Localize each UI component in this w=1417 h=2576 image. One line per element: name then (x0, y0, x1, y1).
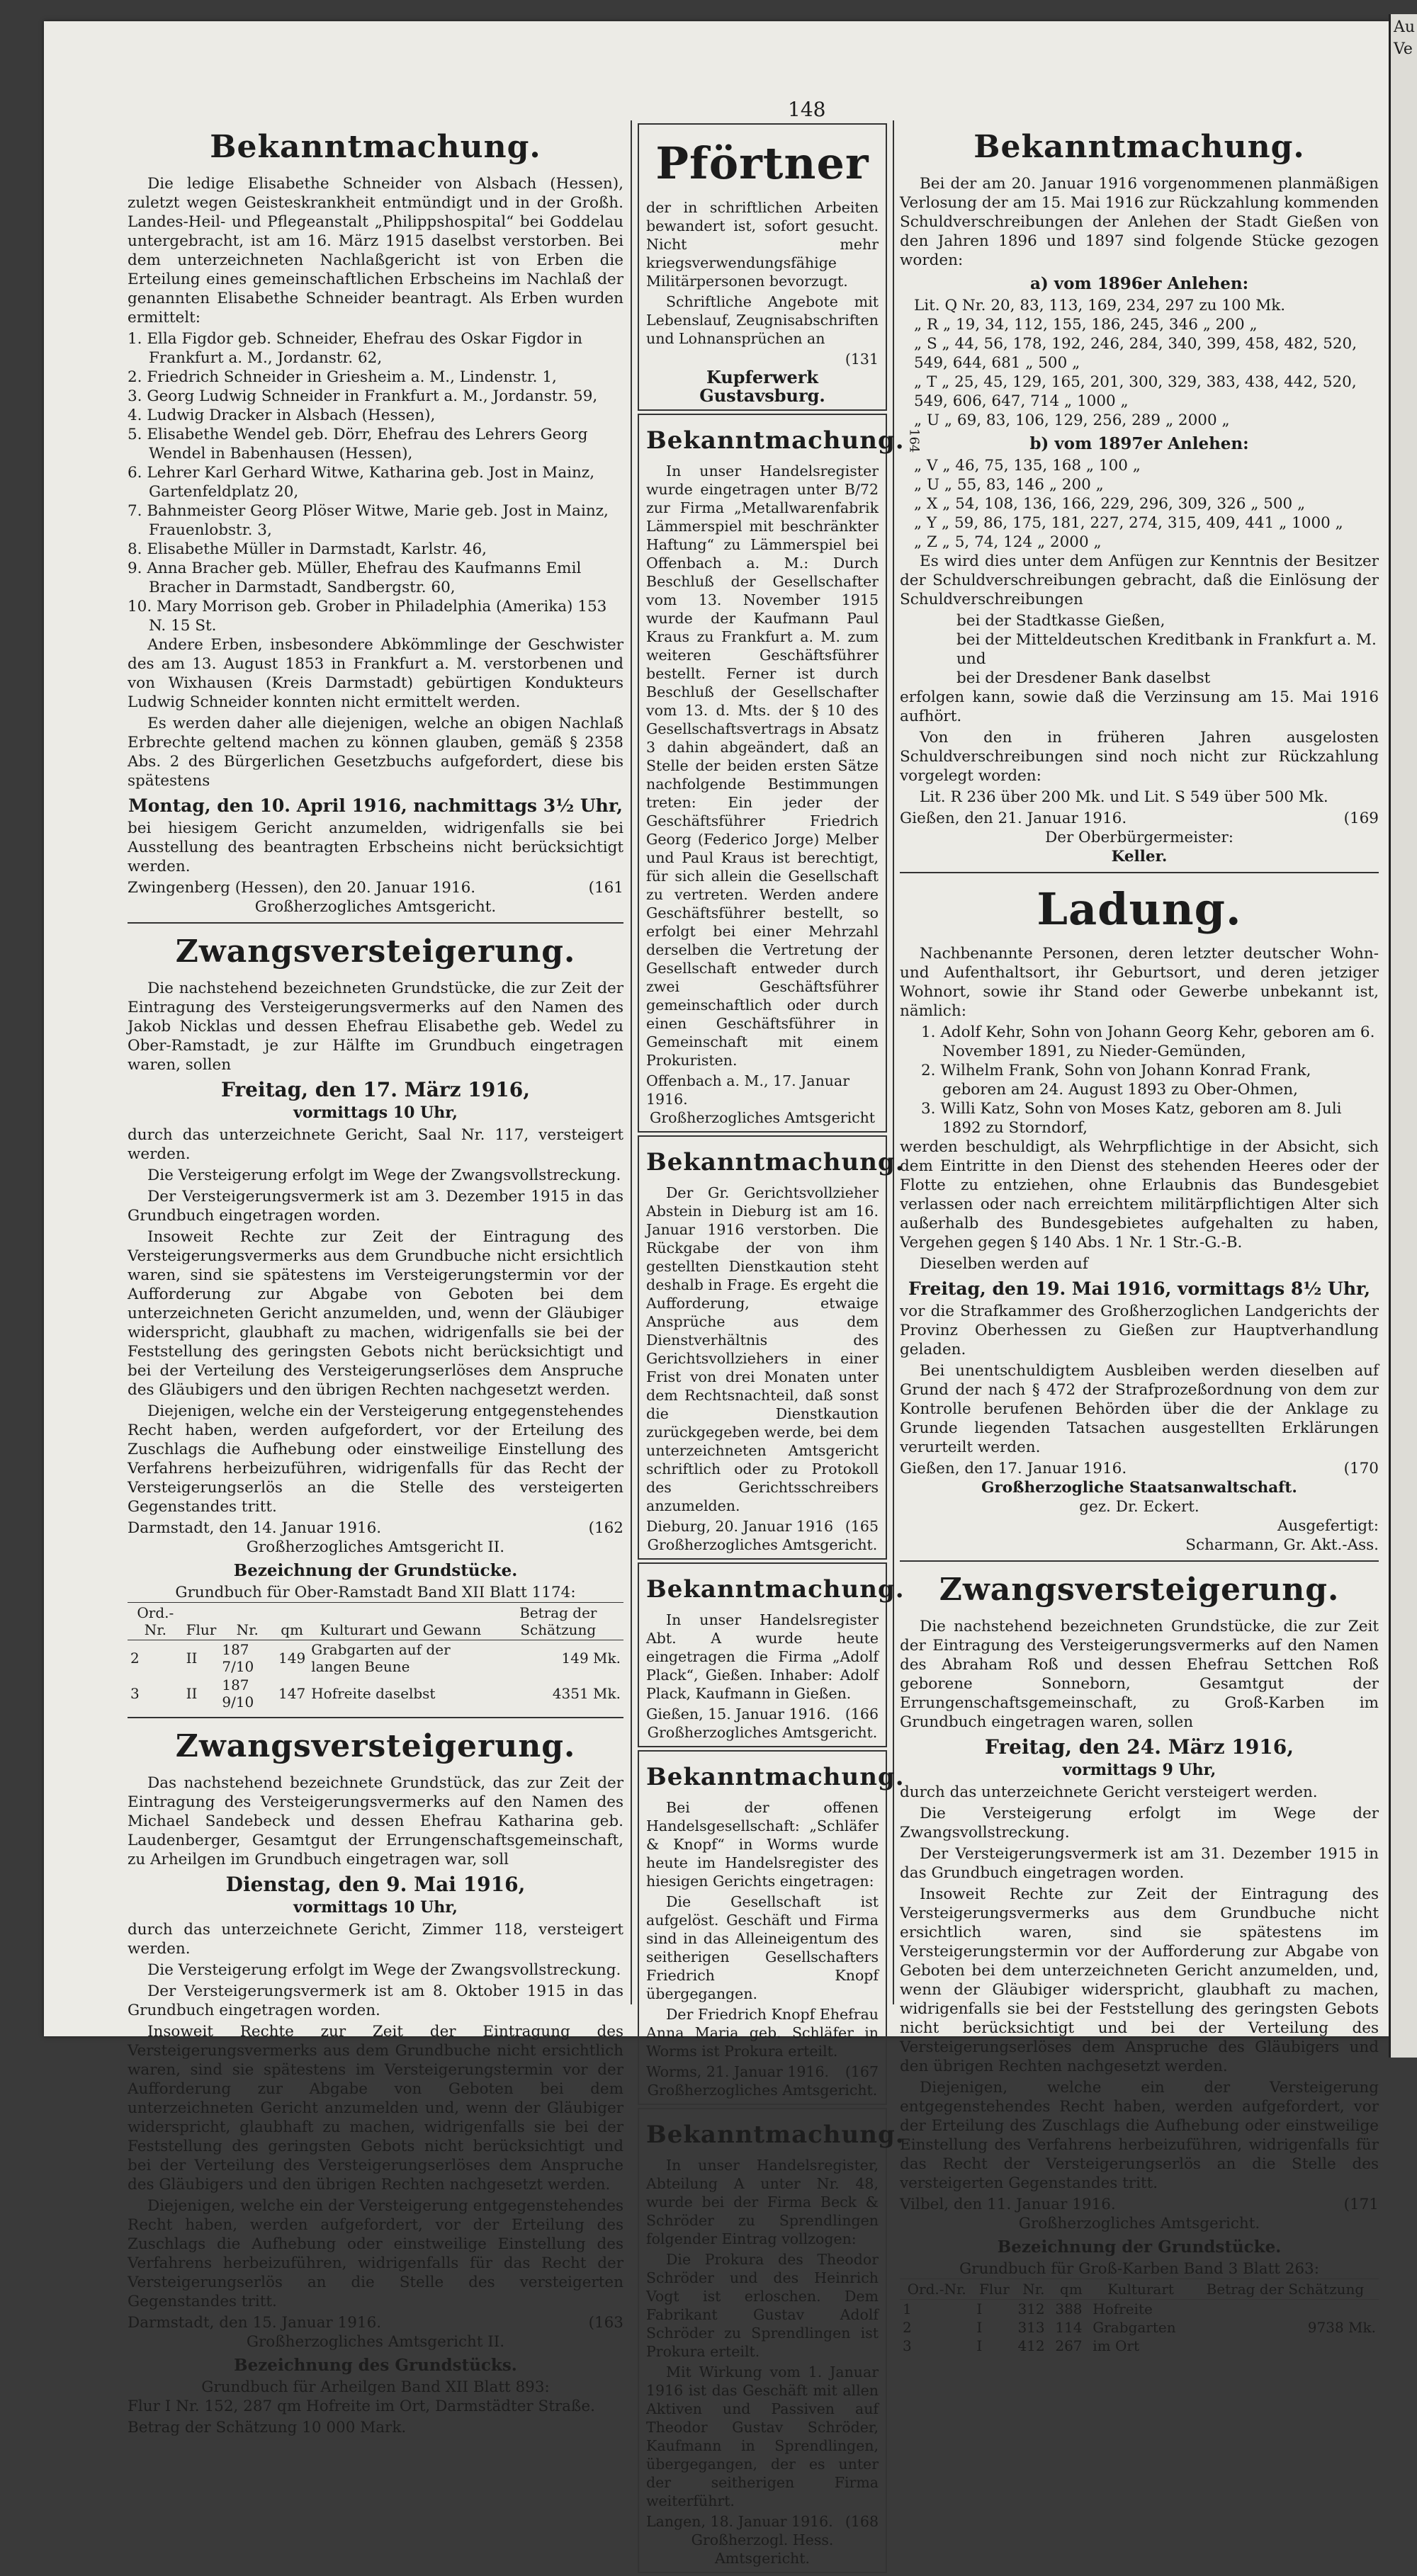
signer-name: Keller. (1111, 848, 1168, 866)
notice-body: Es werden daher alle diejenigen, welche an obigen Nachlaß Erbrechte geltend machen zu können glauben, gemäß § 2358 Abs. 2 des Bürgerlichen Gesetzbuchs aufgefordert, diese bis spätestens (128, 715, 623, 790)
newspaper-page (44, 21, 1389, 2567)
table-header: Betrag der Schätzung (1192, 2279, 1379, 2300)
column-3 (900, 120, 1379, 2355)
persons-list (900, 1023, 1379, 1137)
court-name: Großherzogliches Amtsgericht. (1018, 2215, 1260, 2232)
place-date: Vilbel, den 11. Januar 1916. (900, 2196, 1116, 2213)
notice-register-3 (638, 1750, 905, 2105)
reference-number: (162 (588, 1519, 623, 1537)
notice-body: In unser Handelsregister, Abteilung A unter Nr. 48, wurde bei der Firma Beck & Schröder zu Sprendlingen folgender Eintrag vollzogen: (646, 2157, 879, 2247)
list-item: „ V „ 46, 75, 135, 168 „ 100 „ (914, 457, 1141, 475)
property-line: Flur I Nr. 152, 287 qm Hofreite im Ort, Darmstädter Straße. (128, 2398, 595, 2415)
place-date: Gießen, 15. Januar 1916. (646, 1706, 831, 1723)
notice-body: Diejenigen, welche ein der Versteigerung entgegenstehendes Recht haben, werden aufgefordert, vor der Erteilung des Zuschlags die Aufhebung oder einstweilige Einstellung des Verfahrens herbeizuführen, widrigenfalls für das Recht der Versteigerungserlös an die Stelle des versteigerten Gegenstandes tritt. (128, 2197, 623, 2310)
authority-name: Großherzogliche Staatsanwaltschaft. (981, 1479, 1297, 1497)
reference-number: (163 (588, 2314, 623, 2332)
notice-heading: Bekanntmachung. (646, 1575, 905, 1604)
table-cell: II (186, 1650, 198, 1667)
table-cell: 267 (1055, 2337, 1083, 2354)
notice-heading: Zwangsversteigerung. (175, 934, 576, 970)
table-cell: 388 (1055, 2300, 1083, 2317)
list-item: bei der Mitteldeutschen Kreditbank in Frankfurt a. M. und (956, 631, 1377, 668)
notice-body: Insoweit Rechte zur Zeit der Eintragung des Versteigerungsvermerks aus dem Grundbuche nicht ersichtlich waren, sind sie spätestens im Versteigerungstermin vor der Aufforderung zur Abgabe von Geboten bei dem unterzeichneten Gericht anzumelden, und, wenn der Gläubiger widerspricht, glaubhaft zu machen, widrigenfalls sie bei der Feststellung des geringsten Gebots nicht berücksichtigt und bei der Verteilung des Versteigerungserlöses dem Anspruche des Gläubigers und den übrigen Rechten nachgesetzt werden. (900, 1885, 1379, 2075)
place-date: Zwingenberg (Hessen), den 20. Januar 1916. (128, 879, 476, 897)
signature-line (646, 2512, 879, 2531)
table-cell: 187 7/10 (222, 1641, 254, 1675)
notice-heading: Bekanntmachung. (646, 1148, 905, 1176)
list-item: bei der Stadtkasse Gießen, (956, 612, 1165, 630)
notice-register-4 (638, 2108, 905, 2573)
notice-body: Von den in früheren Jahren ausgelosten Schuldverschreibungen sind noch nicht zur Rückzahlung vorgelegt worden: (900, 729, 1379, 785)
advert-heading: Pförtner (655, 137, 869, 189)
notice-body: In unser Handelsregister Abt. A wurde heute eingetragen die Firma „Adolf Plack“, Gießen. Inhaber: Adolf Plack, Kaufmann in Gießen. (646, 1611, 879, 1702)
notice-body: Insoweit Rechte zur Zeit der Eintragung des Versteigerungsvermerks aus dem Grundbuche nicht ersichtlich waren, sind sie spätestens im Versteigerungstermin vor der Aufforderung zur Abgabe von Geboten bei dem unterzeichneten Gericht anzumelden und, wenn der Gläubiger widerspricht, glaubhaft zu machen, widrigenfalls sie bei der Feststellung des geringsten Gebots nicht berücksichtigt und bei der Verteilung des Versteigerungserlöses dem Anspruche des Gläubigers und den übrigen Rechten nachgesetzt werden. (128, 2023, 623, 2194)
table-cell: I (976, 2337, 983, 2354)
notice-body: Der Gr. Gerichtsvollzieher Abstein in Dieburg ist am 16. Januar 1916 verstorben. Die Rückgabe der von ihm gestellten Dienstkaution steht deshalb in Frage. Es ergeht die Aufforderung, etwaige Ansprüche aus dem Dienstverhältnis des Gerichtsvollziehers in einer Frist von drei Monaten unter dem Rechtsnachteil, daß sonst die Dienstkaution zurückgegeben werde, bei dem unterzeichneten Amtsgericht schriftlich oder zu Protokoll des Gerichtsschreibers anzumelden. (646, 1184, 879, 1514)
place-date: Dieburg, 20. Januar 1916 (646, 1518, 834, 1535)
table-header: Kulturart und Gewann (308, 1603, 492, 1640)
court-name: Großherzogliches Amtsgericht II. (246, 1538, 505, 1556)
list-item: „ X „ 54, 108, 136, 166, 229, 296, 309, 326 „ 500 „ (914, 495, 1306, 513)
place-date: Darmstadt, den 15. Januar 1916. (128, 2314, 382, 2332)
notice-body: Es wird dies unter dem Anfügen zur Kenntnis der Besitzer der Schuldverschreibungen gebracht, daß die Einlösung der Schuldverschreibungen (900, 552, 1379, 608)
property-value: Betrag der Schätzung 10 000 Mark. (128, 2419, 407, 2436)
table-cell: 2 (130, 1650, 140, 1667)
table-header: qm (276, 1603, 308, 1640)
table-cell: 412 (1017, 2337, 1045, 2354)
list-item: „ R „ 19, 34, 112, 155, 186, 245, 346 „ 200 „ (914, 316, 1258, 334)
table-row (128, 1676, 623, 1711)
signature-line (646, 2062, 879, 2081)
advert-company: Kupferwerk Gustavsburg. (699, 367, 825, 406)
issued-label: Ausgefertigt: (1277, 1517, 1379, 1535)
notice-body: Diejenigen, welche ein der Versteigerung entgegenstehendes Recht haben, werden aufgefordert, vor der Erteilung des Zuschlags die Aufhebung oder einstweilige Einstellung des Verfahrens herbeizuführen, widrigenfalls für das Recht der Versteigerungserlös an die Stelle des versteigerten Gegenstandes tritt. (128, 1402, 623, 1516)
table-row (900, 2300, 1379, 2319)
reference-number: (170 (1343, 1460, 1379, 1477)
edge-fragment: Au (1394, 18, 1416, 36)
table-header: Ord.-Nr. (900, 2279, 973, 2300)
table-header: Flur (184, 1603, 220, 1640)
place-date: Gießen, den 17. Januar 1916. (900, 1460, 1127, 1477)
column-divider (631, 120, 632, 2004)
list-item: 3. Georg Ludwig Schneider in Frankfurt a. M., Jordanstr. 59, (128, 387, 598, 405)
notice-heading: Zwangsversteigerung. (939, 1572, 1340, 1608)
notice-body: Die Versteigerung erfolgt im Wege der Zwangsvollstreckung. (900, 1805, 1379, 1842)
signature-line (128, 1519, 623, 1538)
notice-register-1 (638, 414, 922, 1133)
list-item: 1. Ella Figdor geb. Schneider, Ehefrau des Oskar Figdor in Frankfurt a. M., Jordanstr. 62, (128, 330, 582, 367)
notice-body: Mit Wirkung vom 1. Januar 1916 ist das Geschäft mit allen Aktiven und Passiven auf Theodor Gustav Schröder, Kaufmann in Sprendlingen, übergegangen, der es unter der seitherigen Firma weiterführt. (646, 2364, 879, 2509)
job-advert (638, 123, 887, 411)
notice-body: werden beschuldigt, als Wehrpflichtige in der Absicht, sich dem Eintritte in den Dienst des stehenden Heeres oder der Flotte zu entziehen, ohne Erlaubnis das Bundesgebiet verlassen oder nach erreichtem militärpflichtigen Alter sich außerhalb des Bundesgebietes aufgehalten zu haben, Vergehen gegen § 140 Abs. 1 Nr. 1 Str.-G.-B. (900, 1138, 1379, 1252)
table-cell: Hofreite (1093, 2300, 1153, 2317)
notice-heading: Bekanntmachung. (210, 129, 541, 165)
table-subtitle: Grundbuch für Ober-Ramstadt Band XII Blatt 1174: (175, 1584, 576, 1601)
list-item: 5. Elisabethe Wendel geb. Dörr, Ehefrau des Lehrers Georg Wendel in Babenhausen (Hessen), (128, 426, 588, 463)
table-cell: 1 (903, 2300, 912, 2317)
auction-date: Freitag, den 24. März 1916, (985, 1735, 1294, 1759)
bond-lots-1897 (900, 456, 1379, 552)
notice-body: Die Prokura des Theodor Schröder und des Heinrich Vogt ist erloschen. Dem Fabrikant Gustav Adolf Schröder zu Sprendlingen ist Prokura erteilt. (646, 2251, 879, 2360)
notice-body: Lit. R 236 über 200 Mk. und Lit. S 549 über 500 Mk. (920, 788, 1328, 806)
adjacent-page-edge (1389, 14, 1417, 2058)
table-cell: 114 (1055, 2319, 1083, 2336)
notice-body: Der Versteigerungsvermerk ist am 31. Dezember 1915 in das Grundbuch eingetragen worden. (900, 1845, 1379, 1882)
reference-number: (166 (845, 1706, 879, 1723)
clerk-name: Scharmann, Gr. Akt.-Ass. (1185, 1536, 1379, 1554)
notice-bailiff (638, 1135, 905, 1560)
list-item: „ Y „ 59, 86, 175, 181, 227, 274, 315, 409, 441 „ 1000 „ (914, 514, 1343, 532)
table-header: Kulturart (1090, 2279, 1192, 2300)
list-item: „ Z „ 5, 74, 124 „ 2000 „ (914, 533, 1102, 551)
court-name: Großherzogliches Amtsgericht II. (246, 2333, 505, 2351)
notice-heading: Ladung. (1037, 883, 1242, 935)
notice-body: Dieselben werden auf (920, 1255, 1088, 1273)
table-cell: 149 (278, 1650, 306, 1667)
place-date: Offenbach a. M., 17. Januar 1916. (646, 1072, 850, 1108)
divider (128, 922, 623, 924)
table-cell: 2 (903, 2319, 912, 2336)
place-date: Gießen, den 21. Januar 1916. (900, 810, 1127, 827)
list-item: 6. Lehrer Karl Gerhard Witwe, Katharina geb. Jost in Mainz, Gartenfeldplatz 20, (128, 464, 595, 501)
notice-body: Das nachstehend bezeichnete Grundstück, das zur Zeit der Eintragung des Versteigerungsvermerks auf den Namen des Michael Sandebeck und dessen Ehefrau Katharina geb. Laudenberger, Gesamtgut der Errungenschaftsgemeinschaft, zu Arheilgen im Grundbuch eingetragen war, soll (128, 1774, 623, 1868)
table-cell: Hofreite daselbst (311, 1685, 436, 1702)
table-cell: I (976, 2300, 983, 2317)
list-item: „ S „ 44, 56, 178, 192, 246, 284, 340, 399, 458, 482, 520, 549, 644, 681 „ 500 „ (914, 335, 1357, 372)
signature-line (128, 878, 623, 897)
column-2 (638, 120, 922, 2576)
auction-time: vormittags 9 Uhr, (1062, 1761, 1216, 1779)
table-cell: 3 (903, 2337, 912, 2354)
notice-estate (128, 125, 623, 917)
reference-number: (171 (1343, 2196, 1379, 2213)
table-subtitle: Grundbuch für Groß-Karben Band 3 Blatt 263: (959, 2260, 1319, 2278)
list-item: 2. Wilhelm Frank, Sohn von Johann Konrad Frank, geboren am 24. August 1893 zu Ober-Ohmen, (921, 1062, 1311, 1099)
property-table (128, 1602, 623, 1711)
notice-body: Andere Erben, insbesondere Abkömmlinge der Geschwister des am 13. August 1853 in Frankfurt a. M. verstorbenen und von Wixhausen (Kreis Darmstadt) gebürtigen Kondukteurs Ludwig Schneider konnten nicht ermittelt werden. (128, 636, 623, 711)
notice-body: Nachbenannte Personen, deren letzter deutscher Wohn- und Aufenthaltsort, ihr Geburtsort, und deren jetziger Wohnort, sowie ihr Stand oder Gewerbe unbekannt ist, nämlich: (900, 945, 1379, 1020)
list-item: „ U „ 55, 83, 146 „ 200 „ (914, 476, 1104, 494)
place-date: Langen, 18. Januar 1916. (646, 2513, 833, 2530)
table-title: Bezeichnung der Grundstücke. (233, 1561, 518, 1580)
notice-body: Diejenigen, welche ein der Versteigerung entgegenstehendes Recht haben, werden aufgefordert, vor der Erteilung des Zuschlags die Aufhebung oder einstweilige Einstellung des Verfahrens herbeizuführen, widrigenfalls für das Recht der Versteigerungserlös an die Stelle des versteigerten Gegenstandes tritt. (900, 2079, 1379, 2192)
signature-line (128, 2313, 623, 2332)
table-cell: I (976, 2319, 983, 2336)
auction-date: Freitag, den 17. März 1916, (221, 1078, 530, 1101)
notice-body: Bei unentschuldigtem Ausbleiben werden dieselben auf Grund der nach § 472 der Strafprozeßordnung von dem zur Kontrolle berufenen Behörden über die der Anklage zu Grunde liegenden Tatsachen ausgestellten Erklärungen verurteilt werden. (900, 1362, 1379, 1456)
list-item: „ U „ 69, 83, 106, 129, 256, 289 „ 2000 „ (914, 412, 1230, 429)
table-header: Nr. (219, 1603, 276, 1640)
notice-body: Die ledige Elisabethe Schneider von Alsbach (Hessen), zuletzt wegen Geisteskrankheit entmündigt und in der Großh. Landes-Heil- und Pflegeanstalt „Philippshospital“ bei Goddelau untergebracht, ist am 16. März 1915 daselbst verstorben. Bei dem unterzeichneten Nachlaßgericht ist von Erben die Erteilung eines gemeinschaftlichen Erbscheins im Nachlaß der genannten Elisabethe Schneider beantragt. Als Erben wurden ermittelt: (128, 175, 623, 327)
auction-time: vormittags 10 Uhr, (293, 1103, 458, 1122)
signed-by: gez. Dr. Eckert. (1079, 1498, 1199, 1516)
reference-number: (168 (845, 2513, 879, 2530)
reference-number: (161 (588, 879, 623, 897)
notice-heading: Zwangsversteigerung. (175, 1728, 576, 1764)
notice-body: erfolgen kann, sowie daß die Verzinsung am 15. Mai 1916 aufhört. (900, 688, 1379, 725)
notice-body: Die Versteigerung erfolgt im Wege der Zwangsvollstreckung. (147, 1961, 621, 1979)
list-item: 7. Bahnmeister Georg Plöser Witwe, Marie geb. Jost in Mainz, Frauenlobstr. 3, (128, 502, 609, 539)
table-row (128, 1640, 623, 1676)
notice-auction-1 (128, 929, 623, 1711)
reference-number: (169 (1343, 810, 1379, 827)
notice-heading: Bekanntmachung. (646, 426, 905, 455)
place-date: Worms, 21. Januar 1916. (646, 2063, 830, 2080)
reference-number: (131 (845, 351, 879, 368)
list-item: 4. Ludwig Dracker in Alsbach (Hessen), (128, 407, 436, 424)
table-header: qm (1052, 2279, 1090, 2300)
notice-body: durch das unterzeichnete Gericht, Saal Nr. 117, versteigert werden. (128, 1126, 623, 1163)
notice-summons (900, 879, 1379, 1555)
table-cell: Grabgarten (1093, 2319, 1176, 2336)
column-1 (128, 120, 623, 2439)
list-item: „ T „ 25, 45, 129, 165, 201, 300, 329, 383, 438, 442, 520, 549, 606, 647, 714 „ 1000 „ (914, 373, 1357, 410)
table-subtitle: Grundbuch für Arheilgen Band XII Blatt 893: (201, 2378, 550, 2396)
edge-fragment: Ve (1394, 40, 1413, 58)
page-number: 148 (788, 98, 826, 121)
court-name: Großherzogl. Hess. Amtsgericht. (691, 2531, 834, 2567)
notice-body: Die nachstehend bezeichneten Grundstücke, die zur Zeit der Eintragung des Versteigerungsvermerks auf den Namen des Jakob Nicklas und dessen Ehefrau Elisabethe geb. Wedel zu Ober-Ramstadt, je zur Hälfte im Grundbuch eingetragen waren, sollen (128, 980, 623, 1074)
notice-heading: Bekanntmachung. (646, 1763, 905, 1791)
signature-line (646, 1705, 879, 1723)
court-name: Großherzogliches Amtsgericht. (647, 1724, 878, 1741)
list-item: 3. Willi Katz, Sohn von Moses Katz, geboren am 8. Juli 1892 zu Storndorf, (921, 1100, 1342, 1137)
notice-body: Der Versteigerungsvermerk ist am 8. Oktober 1915 in das Grundbuch eingetragen worden. (128, 1982, 623, 2019)
notice-body: Insoweit Rechte zur Zeit der Eintragung des Versteigerungsvermerks aus dem Grundbuche nicht ersichtlich waren, sind sie spätestens im Versteigerungstermin vor der Aufforderung zur Abgabe von Geboten bei dem unterzeichneten Gericht anzumelden, und, wenn der Gläubiger widerspricht, glaubhaft zu machen, widrigenfalls sie bei der Feststellung des geringsten Gebots nicht berücksichtigt und bei der Verteilung des Versteigerungserlöses dem Anspruche des Gläubigers und den übrigen Rechten nachgesetzt werden. (128, 1228, 623, 1399)
notice-body: Bei der offenen Handelsgesellschaft: „Schläfer & Knopf“ in Worms wurde heute im Handelsregister des hiesigen Gerichts eingetragen: (646, 1799, 879, 1890)
auction-date: Dienstag, den 9. Mai 1916, (225, 1873, 526, 1896)
notice-heading: Bekanntmachung. (646, 2121, 905, 2149)
list-item: Lit. Q Nr. 20, 83, 113, 169, 234, 297 zu 100 Mk. (914, 297, 1286, 314)
table-title: Bezeichnung des Grundstücks. (234, 2356, 517, 2375)
notice-register-2 (638, 1562, 905, 1747)
bond-subheading: a) vom 1896er Anlehen: (1029, 274, 1249, 293)
signature-line (900, 2195, 1379, 2214)
notice-heading: Bekanntmachung. (973, 129, 1305, 165)
table-cell: 4351 Mk. (552, 1685, 621, 1702)
auction-time: vormittags 10 Uhr, (293, 1898, 458, 1917)
notice-body: vor die Strafkammer des Großherzoglichen Landgerichts der Provinz Oberhessen zu Gießen zur Hauptverhandlung geladen. (900, 1303, 1379, 1358)
deadline: Montag, den 10. April 1916, nachmittags 3½ Uhr, (128, 795, 623, 816)
signature-line (900, 809, 1379, 828)
advert-body: Schriftliche Angebote mit Lebenslauf, Zeugnisabschriften und Lohnansprüchen an (646, 293, 879, 347)
reference-number: (167 (845, 2063, 879, 2080)
divider (900, 872, 1379, 873)
reference-number: 164 (906, 428, 922, 453)
notice-body: Die nachstehend bezeichneten Grundstücke, die zur Zeit der Eintragung des Versteigerungsvermerks auf den Namen des Abraham Roß und dessen Ehefrau Settchen Roß geborene Sonneborn, Gesamtgut der Errungenschaftsgemeinschaft, zu Groß-Karben im Grundbuch eingetragen waren, sollen (900, 1618, 1379, 1731)
bank-list (900, 611, 1379, 688)
notice-body: Bei der am 20. Januar 1916 vorgenommenen planmäßigen Verlosung der am 15. Mai 1916 zur Rückzahlung kommenden Schuldverschreibungen der Anlehen der Stadt Gießen von den Jahren 1896 und 1897 sind folgende Stücke gezogen worden: (900, 175, 1379, 269)
court-name: Großherzogliches Amtsgericht. (254, 898, 497, 916)
bond-subheading: b) vom 1897er Anlehen: (1029, 434, 1249, 453)
list-item: 8. Elisabethe Müller in Darmstadt, Karlstr. 46, (128, 540, 487, 558)
table-cell: 9738 Mk. (1307, 2319, 1376, 2336)
notice-bonds (900, 125, 1379, 866)
notice-auction-3 (900, 1567, 1379, 2355)
signature-line (900, 1459, 1379, 1478)
notice-body: durch das unterzeichnete Gericht versteigert werden. (900, 1783, 1318, 1801)
reference-number: (165 (845, 1518, 879, 1535)
table-cell: Grabgarten auf der langen Beune (311, 1641, 451, 1675)
heirs-list (128, 329, 623, 635)
court-name: Großherzogliches Amtsgericht (649, 1109, 876, 1126)
advert-body: der in schriftlichen Arbeiten bewandert ist, sofort gesucht. Nicht mehr kriegsverwendungsfähige Militärpersonen bevorzugt. (646, 199, 879, 290)
signer-title: Der Oberbürgermeister: (1044, 829, 1234, 846)
bond-lots-1896 (900, 296, 1379, 430)
notice-body: Der Versteigerungsvermerk ist am 3. Dezember 1915 in das Grundbuch eingetragen worden. (128, 1188, 623, 1225)
court-name: Großherzogliches Amtsgericht. (647, 2082, 878, 2099)
table-cell: 3 (130, 1685, 140, 1702)
column-divider (893, 120, 894, 2004)
table-cell: 313 (1017, 2319, 1045, 2336)
notice-body: durch das unterzeichnete Gericht, Zimmer 118, versteigert werden. (128, 1921, 623, 1958)
notice-body: bei hiesigem Gericht anzumelden, widrigenfalls sie bei Ausstellung des beantragten Erbscheins nicht berücksichtigt werden. (128, 819, 623, 875)
court-name: Großherzogliches Amtsgericht. (647, 1536, 878, 1553)
list-item: 9. Anna Bracher geb. Müller, Ehefrau des Kaufmanns Emil Bracher in Darmstadt, Sandbergstr. 60, (128, 560, 582, 596)
notice-body: In unser Handelsregister wurde eingetragen unter B/72 zur Firma „Metallwarenfabrik Lämmerspiel mit beschränkter Haftung“ zu Lämmerspiel bei Offenbach a. M.: Durch Beschluß der Gesellschafter vom 13. November 1915 wurde der Kaufmann Paul Kraus zu Frankfurt a. M. zum weiteren Geschäftsführer bestellt. Ferner ist durch Beschluß der Gesellschafter vom 13. d. Mts. der § 10 des Gesellschaftsvertrags in Absatz 3 dahin abgeändert, daß an Stelle der beiden ersten Sätze nachfolgende Bestimmungen treten: Ein jeder der Geschäftsführer Friedrich Georg (Federico Jorge) Melber und Paul Kraus ist berechtigt, für sich allein die Gesellschaft zu vertreten. Werden andere Geschäftsführer bestellt, so erfolgt bei einer Mehrzahl derselben die Vertretung der Gesellschaft entweder durch zwei Geschäftsführer gemeinschaftlich oder durch einen Geschäftsführer in Gemeinschaft mit einem Prokuristen. (646, 463, 879, 1069)
table-cell: 187 9/10 (222, 1676, 254, 1710)
notice-body: Der Friedrich Knopf Ehefrau Anna Maria geb. Schläfer in Worms ist Prokura erteilt. (646, 2006, 879, 2060)
notice-auction-2 (128, 1724, 623, 2437)
divider (128, 1717, 623, 1718)
notice-body: Die Versteigerung erfolgt im Wege der Zwangsvollstreckung. (147, 1167, 621, 1184)
table-header: Flur (973, 2279, 1015, 2300)
signature-line (646, 1517, 879, 1536)
place-date: Darmstadt, den 14. Januar 1916. (128, 1519, 382, 1537)
table-header: Nr. (1015, 2279, 1052, 2300)
table-cell: II (186, 1685, 198, 1702)
table-header: Ord.-Nr. (128, 1603, 184, 1640)
table-cell: 147 (278, 1685, 306, 1702)
property-table (900, 2279, 1379, 2355)
list-item: 10. Mary Morrison geb. Grober in Philadelphia (Amerika) 153 N. 15 St. (128, 598, 607, 635)
table-header: Betrag der Schätzung (493, 1603, 623, 1640)
table-cell: 149 Mk. (561, 1650, 621, 1667)
list-item: 2. Friedrich Schneider in Griesheim a. M., Lindenstr. 1, (128, 368, 557, 386)
hearing-date: Freitag, den 19. Mai 1916, vormittags 8½ Uhr, (908, 1278, 1371, 1299)
divider (900, 1560, 1379, 1562)
notice-body: Die Gesellschaft ist aufgelöst. Geschäft und Firma sind in das Alleineigentum des seitherigen Gesellschafters Friedrich Knopf übergegangen. (646, 1893, 879, 2002)
table-title: Bezeichnung der Grundstücke. (997, 2237, 1282, 2257)
list-item: 1. Adolf Kehr, Sohn von Johann Georg Kehr, geboren am 6. November 1891, zu Nieder-Gemünden, (921, 1023, 1375, 1060)
table-cell: im Ort (1093, 2337, 1139, 2354)
list-item: bei der Dresdener Bank daselbst (956, 669, 1211, 687)
table-cell: 312 (1017, 2300, 1045, 2317)
